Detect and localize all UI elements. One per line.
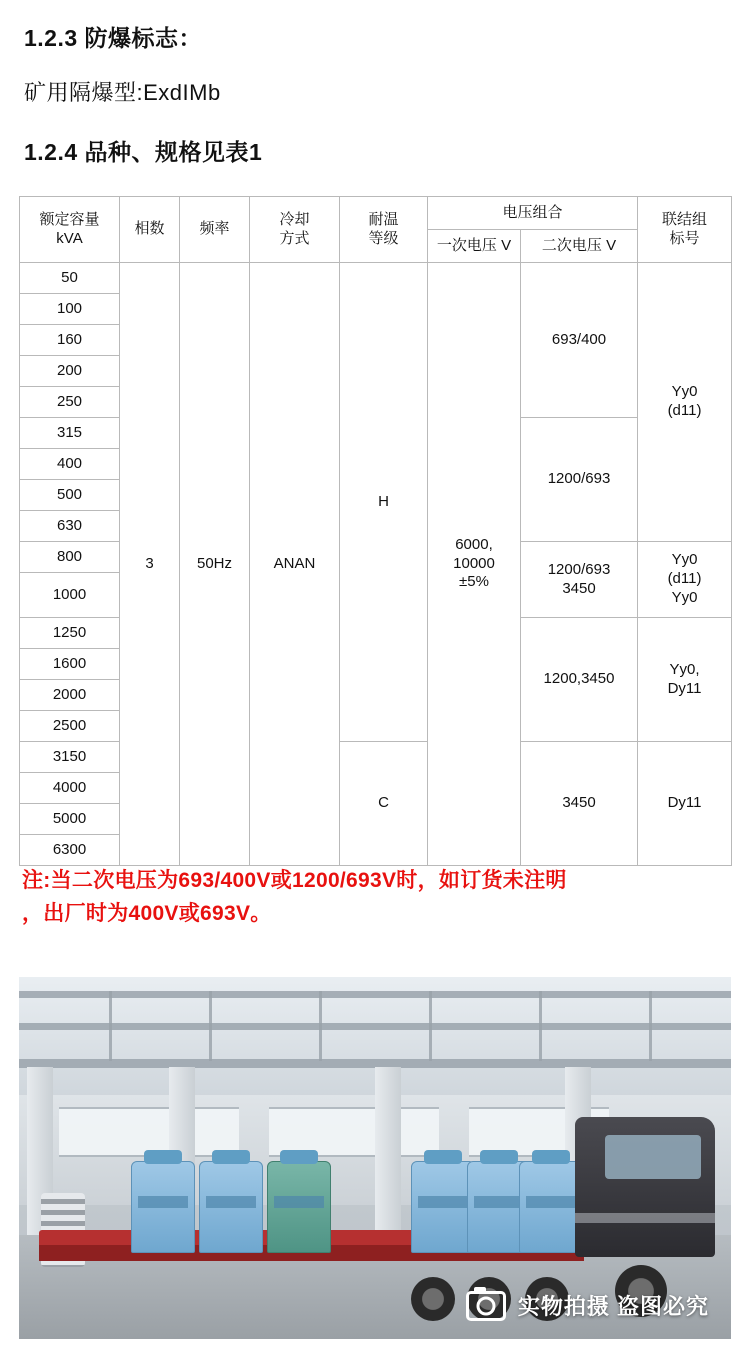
cell-capacity: 160 bbox=[20, 325, 120, 356]
connection2-line3: Yy0 bbox=[671, 588, 698, 606]
cell-temp-h: H bbox=[340, 263, 428, 742]
cell-capacity: 100 bbox=[20, 294, 120, 325]
transformer-unit bbox=[131, 1161, 195, 1253]
primary-voltage-line3: ±5% bbox=[459, 573, 489, 591]
connection2-line2: (d11) bbox=[667, 570, 702, 588]
cell-connection-group-1 bbox=[638, 263, 732, 542]
cell-connection-group-3 bbox=[638, 618, 732, 742]
connection3-line2: Dy11 bbox=[667, 679, 702, 697]
roof-truss bbox=[649, 991, 652, 1061]
header-capacity-line2: kVA bbox=[56, 229, 83, 247]
header-frequency: 频率 bbox=[180, 197, 250, 263]
primary-voltage-line1: 6000, bbox=[455, 535, 493, 553]
roof-beam bbox=[19, 991, 731, 998]
cell-capacity: 50 bbox=[20, 263, 120, 294]
table-row bbox=[20, 263, 732, 294]
transformer-unit bbox=[199, 1161, 263, 1253]
cell-secondary-group-3 bbox=[521, 542, 638, 618]
cell-secondary-group-1: 693/400 bbox=[521, 263, 638, 418]
explosion-proof-mark-value bbox=[24, 76, 221, 107]
product-photo bbox=[19, 977, 731, 1339]
cell-capacity: 6300 bbox=[20, 835, 120, 866]
header-phases: 相数 bbox=[120, 197, 180, 263]
spec-table-wrapper bbox=[19, 196, 731, 866]
header-capacity bbox=[20, 197, 120, 263]
roof-beam bbox=[19, 1023, 731, 1030]
transformer-unit bbox=[519, 1161, 583, 1253]
cell-capacity: 1600 bbox=[20, 649, 120, 680]
cell-frequency: 50Hz bbox=[180, 263, 250, 866]
spec-table bbox=[19, 196, 732, 866]
header-temp-line2: 等级 bbox=[368, 229, 399, 247]
cell-capacity: 2500 bbox=[20, 711, 120, 742]
cell-cooling: ANAN bbox=[250, 263, 340, 866]
cell-capacity: 630 bbox=[20, 511, 120, 542]
header-connection bbox=[638, 197, 732, 263]
watermark-text: 实物拍摄 盗图必究 bbox=[517, 1294, 709, 1319]
pillar bbox=[375, 1067, 401, 1257]
cell-capacity: 250 bbox=[20, 387, 120, 418]
connection-line2: (d11) bbox=[667, 402, 702, 419]
cell-secondary-group-5: 3450 bbox=[521, 742, 638, 866]
header-temp bbox=[340, 197, 428, 263]
roof-truss bbox=[109, 991, 112, 1061]
photo-watermark bbox=[466, 1290, 709, 1321]
roof-truss bbox=[209, 991, 212, 1061]
header-secondary-voltage: 二次电压 V bbox=[521, 230, 638, 263]
connection-line1: Yy0 bbox=[671, 383, 698, 401]
cell-primary-voltage bbox=[428, 263, 521, 866]
transformer-unit bbox=[411, 1161, 475, 1253]
cell-phases: 3 bbox=[120, 263, 180, 866]
section-heading-123 bbox=[24, 20, 202, 53]
cell-capacity: 1000 bbox=[20, 573, 120, 618]
cell-secondary-group-2: 1200/693 bbox=[521, 418, 638, 542]
header-cooling-line1: 冷却 bbox=[279, 210, 310, 228]
secondary-line1: 1200/693 bbox=[547, 560, 611, 578]
cell-capacity: 1250 bbox=[20, 618, 120, 649]
transformer-unit bbox=[267, 1161, 331, 1253]
header-voltage-group: 电压组合 bbox=[428, 197, 638, 230]
truck-windshield bbox=[605, 1135, 701, 1179]
cell-capacity: 500 bbox=[20, 480, 120, 511]
header-cooling-line2: 方式 bbox=[279, 229, 310, 247]
cell-capacity: 2000 bbox=[20, 680, 120, 711]
header-primary-voltage: 一次电压 V bbox=[428, 230, 521, 263]
cell-capacity: 200 bbox=[20, 356, 120, 387]
header-capacity-line1: 额定容量 bbox=[39, 210, 100, 228]
note-line-1: 注:当二次电压为693/400V或1200/693V时，如订货未注明 bbox=[22, 869, 567, 892]
roof-truss bbox=[319, 991, 322, 1061]
cell-connection-group-2 bbox=[638, 542, 732, 618]
secondary-line2: 3450 bbox=[562, 579, 596, 597]
trailer-wheel bbox=[411, 1277, 455, 1321]
table-note bbox=[22, 865, 732, 930]
cell-capacity: 3150 bbox=[20, 742, 120, 773]
camera-icon bbox=[466, 1291, 506, 1321]
truck-bumper bbox=[575, 1213, 715, 1223]
cell-capacity: 4000 bbox=[20, 773, 120, 804]
cell-temp-c: C bbox=[340, 742, 428, 866]
connection3-line1: Yy0, bbox=[669, 660, 700, 678]
cell-capacity: 315 bbox=[20, 418, 120, 449]
heading-text-2: 1.2.4 品种、规格见表1 bbox=[24, 139, 263, 165]
cell-connection-group-4: Dy11 bbox=[638, 742, 732, 866]
header-connection-line2: 标号 bbox=[669, 229, 700, 247]
cell-secondary-group-4: 1200,3450 bbox=[521, 618, 638, 742]
table-header-row-1 bbox=[20, 197, 732, 230]
note-line-2: ，出厂时为400V或693V。 bbox=[22, 901, 272, 925]
heading-text: 1.2.3 防爆标志： bbox=[24, 25, 203, 51]
header-connection-line1: 联结组 bbox=[662, 210, 708, 228]
roof-truss bbox=[539, 991, 542, 1061]
mark-value-text: 矿用隔爆型:ExdIMb bbox=[24, 80, 221, 105]
cell-capacity: 800 bbox=[20, 542, 120, 573]
header-cooling bbox=[250, 197, 340, 263]
cell-capacity: 400 bbox=[20, 449, 120, 480]
roof-truss bbox=[429, 991, 432, 1061]
primary-voltage-line2: 10000 bbox=[453, 554, 495, 572]
section-heading-124 bbox=[24, 134, 262, 167]
cell-capacity: 5000 bbox=[20, 804, 120, 835]
connection2-line1: Yy0 bbox=[671, 551, 698, 569]
header-temp-line1: 耐温 bbox=[368, 210, 399, 228]
